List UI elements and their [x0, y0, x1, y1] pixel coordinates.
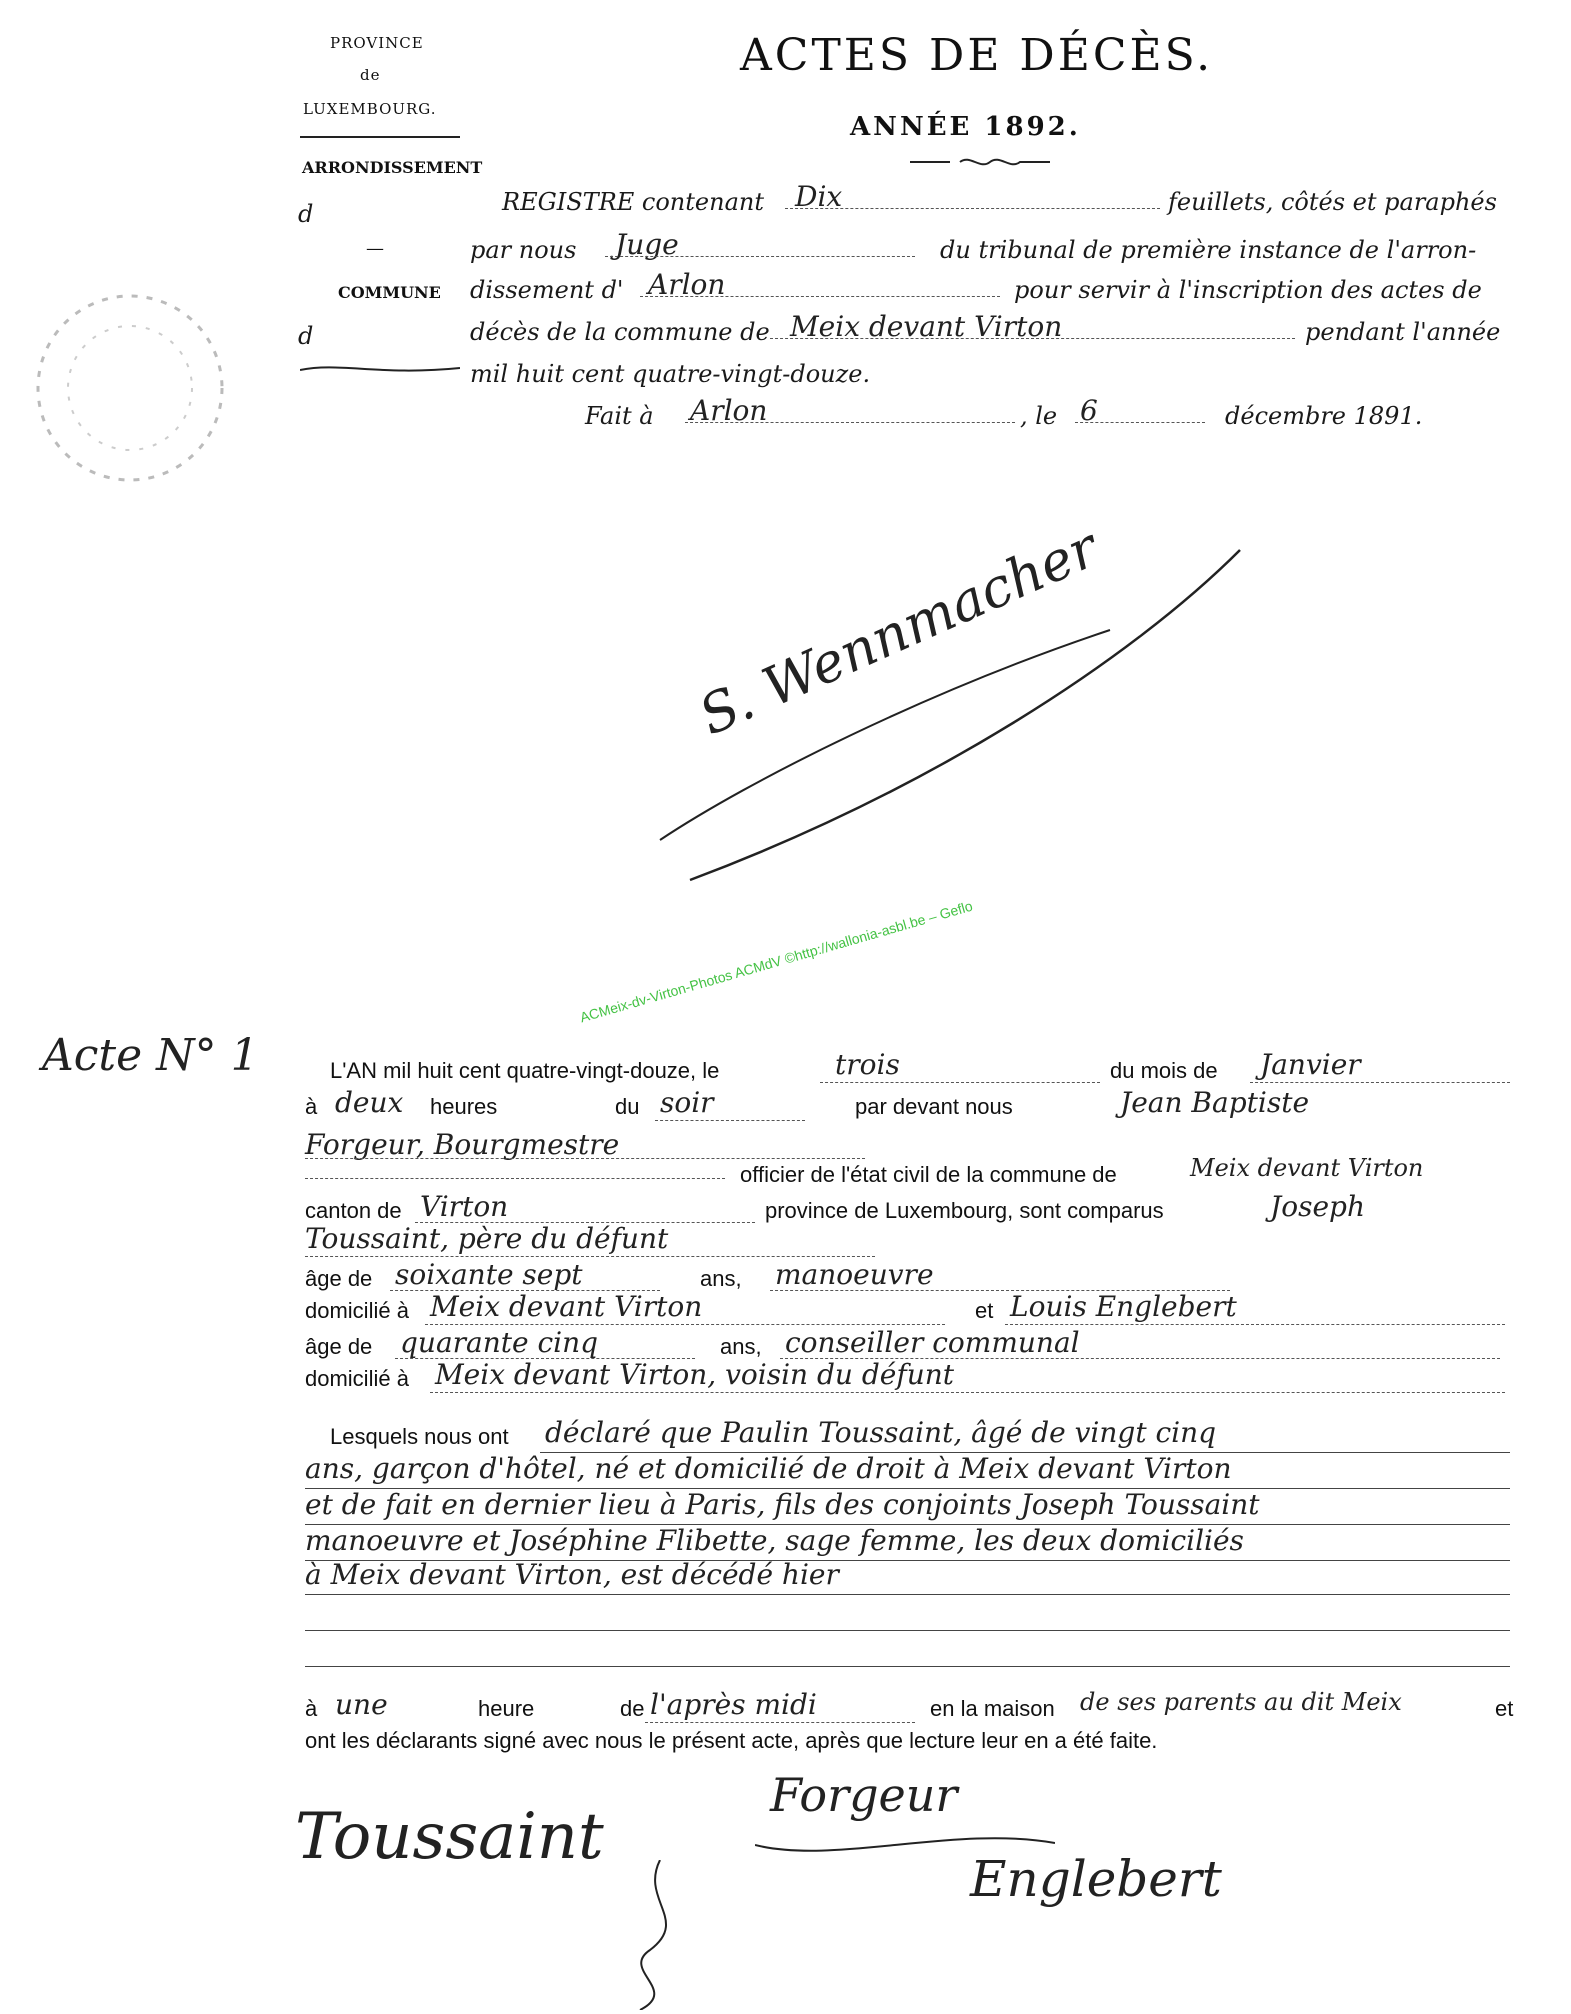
- arrondissement-d: d: [298, 200, 314, 228]
- acte-declaration-3: et de fait en dernier lieu à Paris, fils des conjoints Joseph Toussaint: [305, 1488, 1260, 1521]
- acte-maison: en la maison: [930, 1696, 1055, 1721]
- acte-line1-prefix: L'AN mil huit cent quatre-vingt-douze, le: [330, 1058, 720, 1083]
- acte-blank-period: [655, 1120, 805, 1121]
- province-de: de: [360, 66, 381, 84]
- commune-flourish: [300, 360, 460, 384]
- acte-dom1-label: domicilié à: [305, 1298, 409, 1323]
- acte-line2-a: à: [305, 1094, 318, 1119]
- acte-dom2: Meix devant Virton, voisin du défunt: [435, 1358, 955, 1391]
- register-sheets: Dix: [795, 180, 843, 213]
- acte-profession2: conseiller communal: [785, 1326, 1080, 1359]
- acte-age2-label: âge de: [305, 1334, 373, 1359]
- acte-devant: par devant nous: [855, 1094, 1013, 1119]
- acte-blank-day: [820, 1082, 1100, 1083]
- acte-line1-mid: du mois de: [1110, 1058, 1218, 1083]
- fait-place: Arlon: [690, 394, 768, 427]
- acte-place: de ses parents au dit Meix: [1080, 1688, 1402, 1716]
- acte-dom2-label: domicilié à: [305, 1366, 409, 1391]
- acte-lesquels: Lesquels nous ont: [330, 1424, 509, 1449]
- fait-blank-1: [685, 422, 1015, 423]
- acte-blank-dom2: [430, 1392, 1505, 1393]
- acte-month: Janvier: [1260, 1048, 1361, 1081]
- acte-blank-dom1: [425, 1324, 945, 1325]
- register-blank-4: [770, 338, 1295, 339]
- acte-blank-officer: [305, 1158, 865, 1159]
- signature-toussaint: Toussaint: [295, 1800, 604, 1874]
- acte-declaration-1: déclaré que Paulin Toussaint, âgé de vingt cinq: [545, 1416, 1217, 1449]
- acte-closing: ont les déclarants signé avec nous le présent acte, après que lecture leur en a été faite.: [305, 1728, 1158, 1753]
- acte-age2: quarante cinq: [400, 1326, 599, 1359]
- commune-d: d: [298, 322, 314, 350]
- acte-comparant2: Louis Englebert: [1010, 1290, 1237, 1323]
- register-blank-3: [640, 296, 1000, 297]
- acte-province: province de Luxembourg, sont comparus: [765, 1198, 1164, 1223]
- acte-time2-period: l'après midi: [650, 1688, 817, 1721]
- acte-commune: Meix devant Virton: [1190, 1154, 1424, 1182]
- register-judge: Juge: [615, 228, 679, 261]
- acte-rule-6: [305, 1630, 1510, 1631]
- acte-officer-name: Forgeur, Bourgmestre: [305, 1128, 620, 1161]
- acte-declaration-5: à Meix devant Virton, est décédé hier: [305, 1558, 839, 1591]
- acte-period: soir: [660, 1086, 714, 1119]
- acte-dom1: Meix devant Virton: [430, 1290, 703, 1323]
- acte-et: et: [975, 1298, 994, 1323]
- official-stamp: [20, 278, 240, 502]
- register-line1-suffix: feuillets, côtés et paraphés: [1168, 188, 1497, 216]
- acte-time2-de: de: [620, 1696, 645, 1721]
- fait-prefix: Fait à: [585, 402, 654, 430]
- acte-ans1: ans,: [700, 1266, 742, 1291]
- acte-day: trois: [835, 1048, 900, 1081]
- register-line1-prefix: REGISTRE contenant: [502, 188, 764, 216]
- acte-blank-period2: [645, 1722, 915, 1723]
- register-line4-prefix: décès de la commune de: [470, 318, 770, 346]
- register-arrondissement: Arlon: [648, 268, 726, 301]
- judge-signature: [630, 515, 1250, 924]
- register-blank-1: [785, 208, 1160, 209]
- acte-hour: deux: [335, 1086, 404, 1119]
- province-name: LUXEMBOURG.: [303, 100, 437, 118]
- acte-du: du: [615, 1094, 640, 1119]
- register-line2-prefix: par nous: [470, 236, 577, 264]
- register-line5: mil huit cent quatre-vingt-douze.: [470, 360, 871, 388]
- arrondissement-label: ARRONDISSEMENT: [302, 158, 483, 177]
- acte-heures: heures: [430, 1094, 498, 1119]
- register-line3-prefix: dissement d': [470, 276, 624, 304]
- signature-forgeur: Forgeur: [770, 1768, 958, 1822]
- commune-label: COMMUNE: [338, 283, 441, 302]
- acte-rule-7: [305, 1666, 1510, 1667]
- register-commune: Meix devant Virton: [790, 310, 1063, 343]
- acte-blank-comparant1: [305, 1256, 875, 1257]
- acte-profession1: manoeuvre: [775, 1258, 934, 1291]
- province-label: PROVINCE: [330, 34, 424, 52]
- acte-time2-et: et: [1495, 1696, 1514, 1721]
- acte-blank-comparant2: [1005, 1324, 1505, 1325]
- signature-paraph: [600, 1860, 720, 2014]
- acte-line4-text: officier de l'état civil de la commune de: [740, 1162, 1117, 1187]
- signature-englebert: Englebert: [970, 1850, 1222, 1908]
- acte-blank-month: [1250, 1082, 1510, 1083]
- register-blank-2: [605, 256, 915, 257]
- document-year: ANNÉE 1892.: [850, 112, 1081, 142]
- acte-blank-l4: [305, 1178, 725, 1179]
- header-divider: [300, 136, 460, 138]
- acte-declaration-2: ans, garçon d'hôtel, né et domicilié de droit à Meix devant Virton: [305, 1452, 1232, 1485]
- acte-time2-hour: une: [335, 1688, 388, 1721]
- acte-ans2: ans,: [720, 1334, 762, 1359]
- fait-blank-2: [1075, 422, 1205, 423]
- acte-rule-5: [305, 1594, 1510, 1595]
- acte-time2-a: à: [305, 1696, 318, 1721]
- document-title: ACTES DE DÉCÈS.: [740, 30, 1214, 81]
- acte-declaration-4: manoeuvre et Joséphine Flibette, sage femme, les deux domiciliés: [305, 1524, 1244, 1557]
- watermark: ACMeix-dv-Virton-Photos ACMdV ©http://wallonia-asbl.be – Geflo: [578, 897, 975, 1026]
- register-line3-suffix: pour servir à l'inscription des actes de: [1014, 276, 1482, 304]
- register-line2-suffix: du tribunal de première instance de l'arron-: [940, 236, 1477, 264]
- header-dash: —: [366, 238, 384, 259]
- acte-age1-label: âge de: [305, 1266, 373, 1291]
- judge-signature-text: S. Wennmacher: [690, 515, 1107, 748]
- fait-day: 6: [1080, 394, 1098, 427]
- register-line4-suffix: pendant l'année: [1305, 318, 1501, 346]
- acte-canton-value: Virton: [420, 1190, 509, 1223]
- acte-age1: soixante sept: [395, 1258, 583, 1291]
- acte-comparant1-first: Joseph: [1270, 1190, 1365, 1223]
- acte-time2-heure: heure: [478, 1696, 535, 1721]
- fait-le: , le: [1020, 402, 1058, 430]
- acte-canton-label: canton de: [305, 1198, 402, 1223]
- acte-officer-first: Jean Baptiste: [1120, 1086, 1310, 1119]
- acte-number: Acte N° 1: [42, 1030, 259, 1081]
- acte-comparant1: Toussaint, père du défunt: [305, 1222, 669, 1255]
- fait-suffix: décembre 1891.: [1225, 402, 1423, 430]
- title-flourish: [910, 152, 1050, 176]
